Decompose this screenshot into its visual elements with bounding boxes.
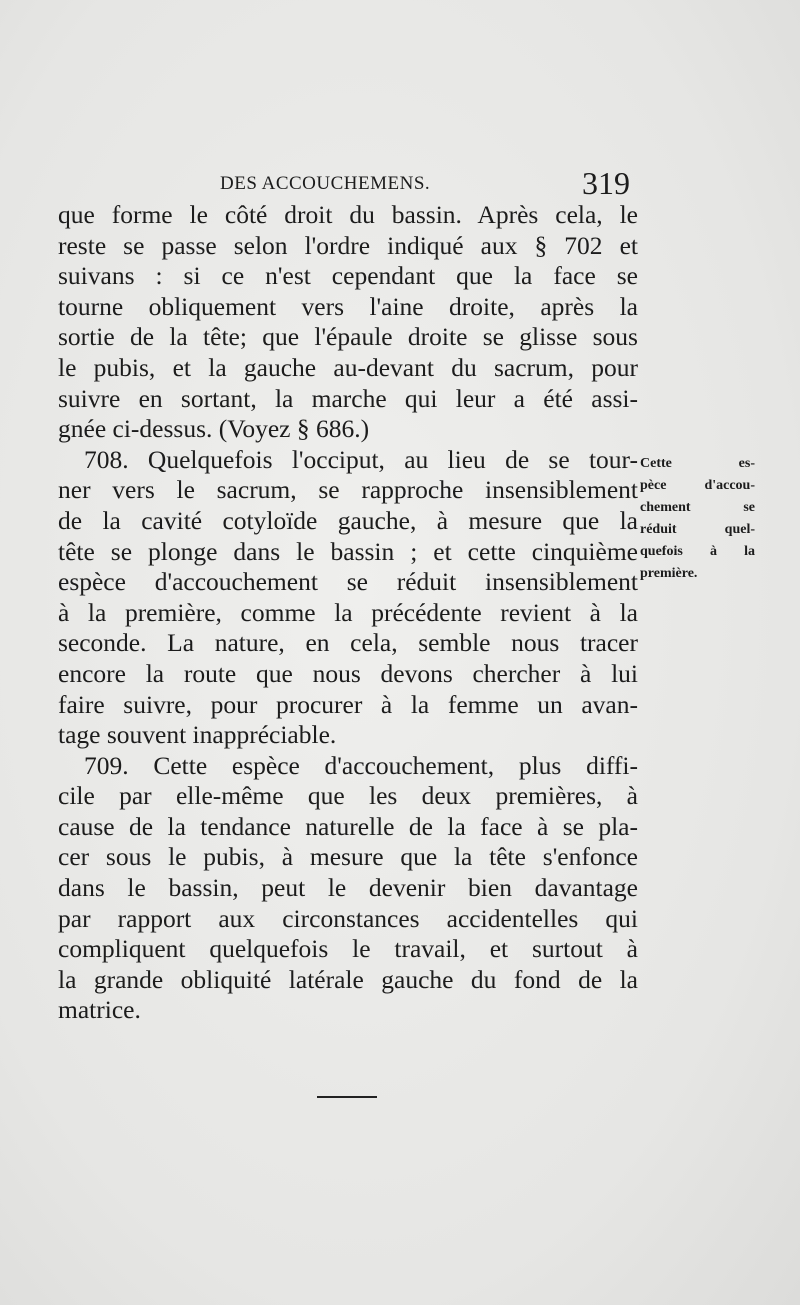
text-line: espèce d'accouchement se réduit insensiblement bbox=[58, 567, 638, 597]
margin-note-line: Cette es- bbox=[640, 456, 755, 471]
paragraph-708 bbox=[58, 445, 638, 751]
running-head: DES ACCOUCHEMENS. bbox=[220, 173, 431, 194]
text-line: le pubis, et la gauche au-devant du sacrum, pour bbox=[58, 352, 638, 382]
text-line: ner vers le sacrum, se rapproche insensiblement bbox=[58, 475, 638, 505]
text-line: à la première, comme la précédente revient à la bbox=[58, 597, 638, 627]
text-line: cile par elle-même que les deux premières, à bbox=[58, 781, 638, 811]
margin-note-line: pèce d'accou- bbox=[640, 478, 755, 493]
text-line: cause de la tendance naturelle de la face à se pla- bbox=[58, 811, 638, 841]
text-line: suivans : si ce n'est cependant que la face se bbox=[58, 261, 638, 291]
text-line: tête se plonge dans le bassin ; et cette cinquième bbox=[58, 536, 638, 566]
text-line: par rapport aux circonstances accidentelles qui bbox=[58, 903, 638, 933]
text-line: de la cavité cotyloïde gauche, à mesure que la bbox=[58, 505, 638, 535]
text-line: reste se passe selon l'ordre indiqué aux § 702 et bbox=[58, 230, 638, 260]
margin-note-line: chement se bbox=[640, 500, 755, 515]
text-line: matrice. bbox=[58, 995, 141, 1025]
text-line: tage souvent inappréciable. bbox=[58, 720, 337, 750]
text-line: tourne obliquement vers l'aine droite, après la bbox=[58, 291, 638, 321]
paragraph-1 bbox=[58, 200, 638, 445]
margin-note-line: quefois à la bbox=[640, 544, 755, 559]
text-line: 709. Cette espèce d'accouchement, plus diffi- bbox=[84, 750, 638, 780]
text-line: cer sous le pubis, à mesure que la tête s'enfonce bbox=[58, 842, 638, 872]
text-line: sortie de la tête; que l'épaule droite se glisse sous bbox=[58, 322, 638, 352]
text-line: compliquent quelquefois le travail, et surtout à bbox=[58, 934, 638, 964]
closing-rule bbox=[317, 1096, 377, 1098]
margin-note-line: première. bbox=[640, 566, 698, 581]
paragraph-709 bbox=[58, 751, 638, 1026]
text-line: gnée ci-dessus. (Voyez § 686.) bbox=[58, 414, 370, 444]
text-line: seconde. La nature, en cela, semble nous tracer bbox=[58, 628, 638, 658]
text-line: 708. Quelquefois l'occiput, au lieu de se tour- bbox=[84, 444, 638, 474]
text-line: que forme le côté droit du bassin. Après cela, le bbox=[58, 200, 638, 229]
page-header bbox=[220, 165, 630, 205]
text-line: encore la route que nous devons chercher à lui bbox=[58, 658, 638, 688]
text-line: suivre en sortant, la marche qui leur a été assi- bbox=[58, 383, 638, 413]
page-number: 319 bbox=[582, 165, 630, 201]
text-line: la grande obliquité latérale gauche du fond de la bbox=[58, 964, 638, 994]
body-text bbox=[58, 200, 638, 1026]
text-line: faire suivre, pour procurer à la femme un avan- bbox=[58, 689, 638, 719]
margin-note-line: réduit quel- bbox=[640, 522, 755, 537]
text-line: dans le bassin, peut le devenir bien davantage bbox=[58, 873, 638, 903]
margin-note bbox=[640, 453, 755, 585]
